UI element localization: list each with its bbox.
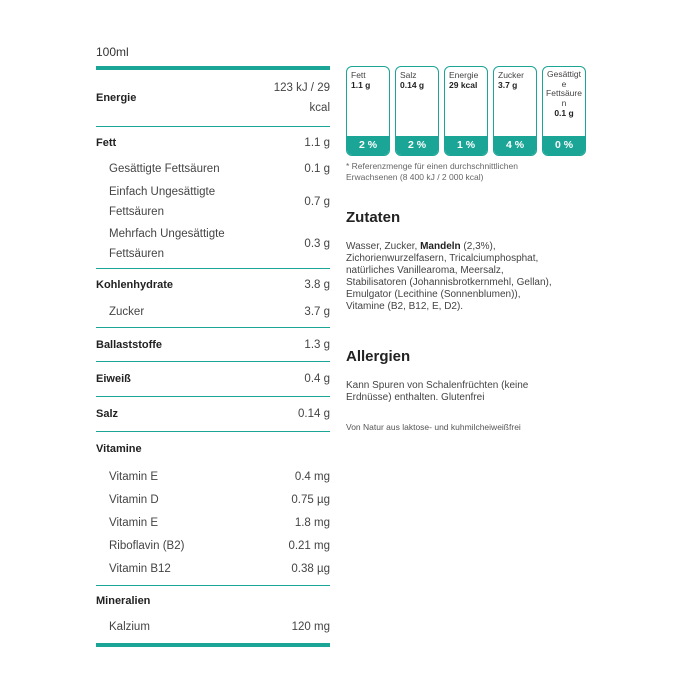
gda-box-salz: Salz 0.14 g 2 % (395, 66, 439, 156)
row-vitamin: Riboflavin (B2) 0.21 mg (109, 540, 330, 552)
row-einfach: Einfach Ungesättigte Fettsäuren 0.7 g (109, 186, 330, 218)
row-salz: Salz 0.14 g (96, 408, 330, 420)
gda-box-energie: Energie 29 kcal 1 % (444, 66, 488, 156)
row-gesaettigte: Gesättigte Fettsäuren 0.1 g (109, 163, 330, 175)
allergien-note: Von Natur aus laktose- und kuhmilcheiweißfrei (346, 422, 521, 432)
nutrition-table (96, 40, 330, 647)
gda-box-zucker: Zucker 3.7 g 4 % (493, 66, 537, 156)
row-vitamine-header: Vitamine (96, 443, 142, 455)
zutaten-heading: Zutaten (346, 209, 401, 226)
row-vitamin: Vitamin B12 0.38 µg (109, 563, 330, 575)
reference-intake-boxes (346, 66, 586, 156)
row-kohlenhydrate: Kohlenhydrate 3.8 g (96, 279, 330, 291)
reference-footnote: * Referenzmenge für einen durchschnittlichen Erwachsenen (8 400 kJ / 2 000 kcal) (346, 161, 518, 182)
row-vitamin: Vitamin E 0.4 mg (109, 471, 330, 483)
allergien-text: Kann Spuren von Schalenfrüchten (keine Erdnüsse) enthalten. Glutenfrei (346, 380, 529, 403)
gda-box-fett: Fett 1.1 g 2 % (346, 66, 390, 156)
row-ballaststoffe: Ballaststoffe 1.3 g (96, 338, 330, 351)
row-mehrfach: Mehrfach Ungesättigte Fettsäuren 0.3 g (109, 228, 330, 260)
allergien-heading: Allergien (346, 348, 411, 365)
table-bottom-bar (96, 643, 330, 647)
zutaten-text: Wasser, Zucker, Mandeln (2,3%), Zichorienwurzelfasern, Tricalciumphosphat, natürliches Vanillearoma, Meersalz, Stabilisatoren (Johannisbrotkernmehl, Gellan), Emulgator (Lecithine (Sonnenblumen)), Vitamine (B2, B12, E, D2). (346, 241, 552, 312)
row-eiweiss: Eiweiß 0.4 g (96, 373, 330, 385)
allergen-mandeln: Mandeln (420, 241, 461, 252)
value-energie: 123 kJ / 29 kcal (273, 82, 330, 114)
row-energie (96, 70, 330, 126)
row-vitamin: Vitamin D 0.75 µg (109, 494, 330, 506)
row-fett: Fett 1.1 g (96, 137, 330, 149)
label-energie: Energie (96, 92, 137, 104)
row-mineral: Kalzium 120 mg (109, 621, 330, 633)
row-vitamin: Vitamin E 1.8 mg (109, 517, 330, 529)
row-mineralien-header: Mineralien (96, 595, 151, 607)
gda-box-gesaettigte-fettsaeuren: Gesättigt e Fettsäure n 0.1 g 0 % (542, 66, 586, 156)
row-zucker: Zucker 3.7 g (109, 306, 330, 318)
serving-size: 100ml (96, 45, 129, 59)
